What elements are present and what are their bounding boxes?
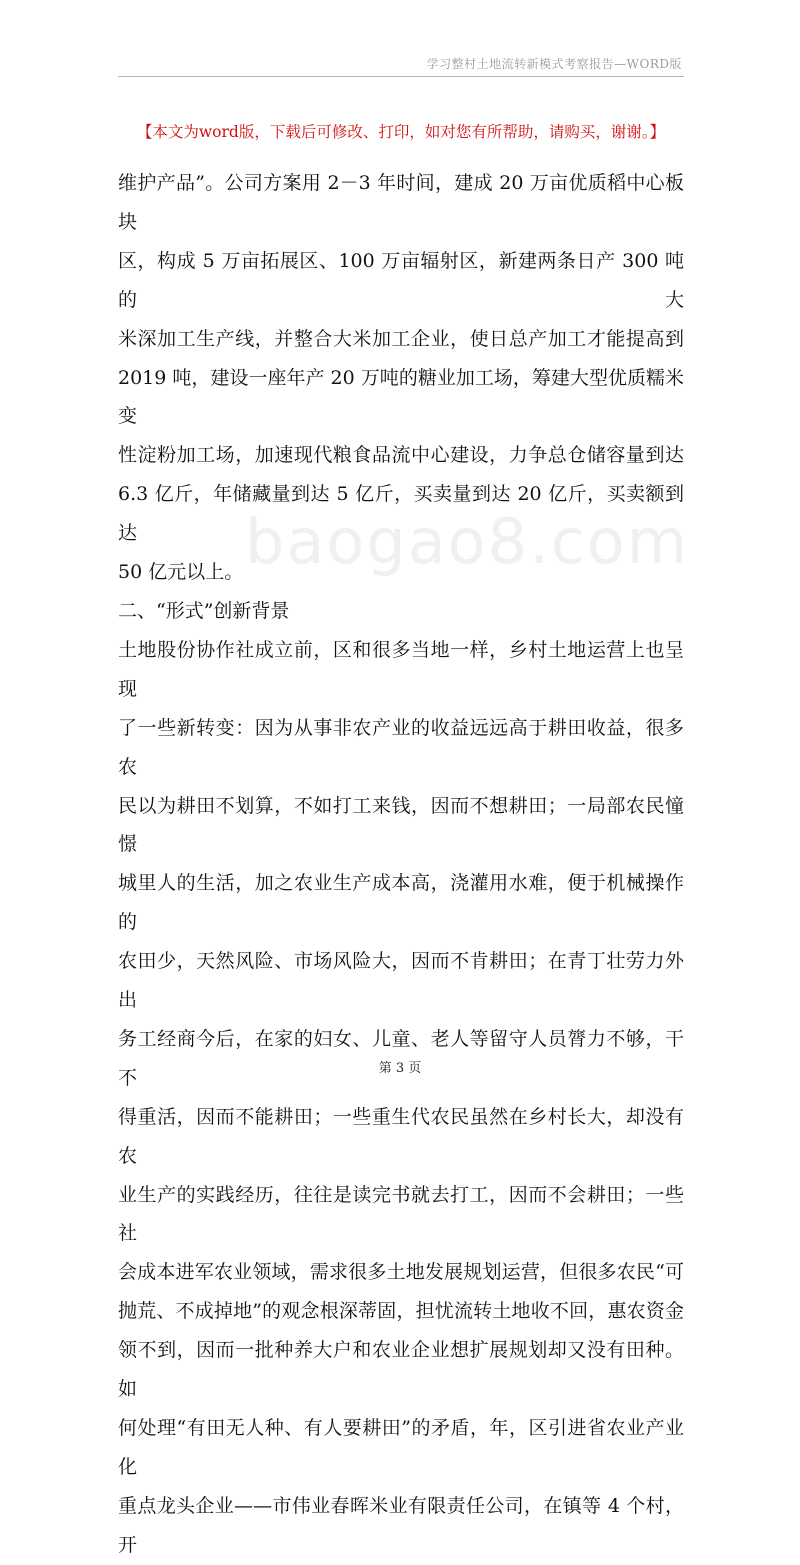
download-notice: 【本文为word版，下载后可修改、打印，如对您有所帮助，请购买，谢谢。】 — [136, 123, 666, 141]
watermark: baogao8.com — [245, 505, 690, 578]
document-header-title: 学习整村土地流转新模式考察报告—WORD版 — [426, 57, 682, 71]
paragraph-line: 50 亿元以上。 — [118, 561, 244, 584]
paragraph-line: 区，构成 5 万亩拓展区、100 万亩辐射区，新建两条日产 300 吨的大 — [118, 249, 684, 311]
paragraph-line: 6.3 亿斤，年储藏量到达 5 亿斤，买卖量到达 20 亿斤，买卖额到达 — [118, 483, 684, 545]
paragraph-line: 维护产品”。公司方案用 2－3 年时间，建成 20 万亩优质稻中心板块 — [118, 172, 684, 233]
page-number: 第 3 页 — [378, 1061, 422, 1076]
paragraph-line: 性淀粉加工场，加速现代粮食品流中心建设，力争总仓储容量到达 — [118, 444, 684, 467]
paragraph-line: 何处理“有田无人种、有人要耕田”的矛盾，年，区引进省农业产业化 — [118, 1417, 684, 1478]
paragraph-line: 务工经商今后，在家的妇女、儿童、老人等留守人员膂力不够，干不 — [118, 1027, 684, 1089]
document-body — [118, 164, 684, 1565]
paragraph-line: 领不到，因而一批种养大户和农业企业想扩展规划却又没有田种。如 — [118, 1339, 684, 1401]
paragraph-line: 抛荒、不成掉地”的观念根深蒂固，担忧流转土地收不回，惠农资金 — [118, 1300, 684, 1323]
paragraph-line: 2019 吨，建设一座年产 20 万吨的糖业加工场，筹建大型优质糯米变 — [118, 366, 684, 428]
paragraph-line: 民以为耕田不划算，不如打工来钱，因而不想耕田；一局部农民憧憬 — [118, 794, 684, 856]
paragraph-line: 米深加工生产线，并整合大米加工企业，使日总产加工才能提高到 — [118, 327, 684, 350]
paragraph-line: 业生产的实践经历，往往是读完书就去打工，因而不会耕田；一些社 — [118, 1183, 684, 1245]
paragraph-line: 得重活，因而不能耕田；一些重生代农民虽然在乡村长大，却没有农 — [118, 1105, 684, 1167]
paragraph-line: 重点龙头企业——市伟业春晖米业有限责任公司，在镇等 4 个村，开 — [118, 1494, 684, 1556]
paragraph-line: 了一些新转变：因为从事非农产业的收益远远高于耕田收益，很多农 — [118, 716, 684, 778]
paragraph-line: 会成本进军农业领域，需求很多土地发展规划运营，但很多农民“可 — [118, 1261, 684, 1284]
paragraph-line: 土地股份协作社成立前，区和很多当地一样，乡村土地运营上也呈现 — [118, 638, 684, 700]
paragraph-line: 城里人的生活，加之农业生产成本高，浇灌用水难，便于机械操作的 — [118, 872, 684, 934]
section-heading: 二、“形式”创新背景 — [118, 599, 290, 622]
paragraph-line: 农田少，天然风险、市场风险大，因而不肯耕田；在青丁壮劳力外出 — [118, 950, 684, 1012]
header-divider — [118, 76, 684, 77]
